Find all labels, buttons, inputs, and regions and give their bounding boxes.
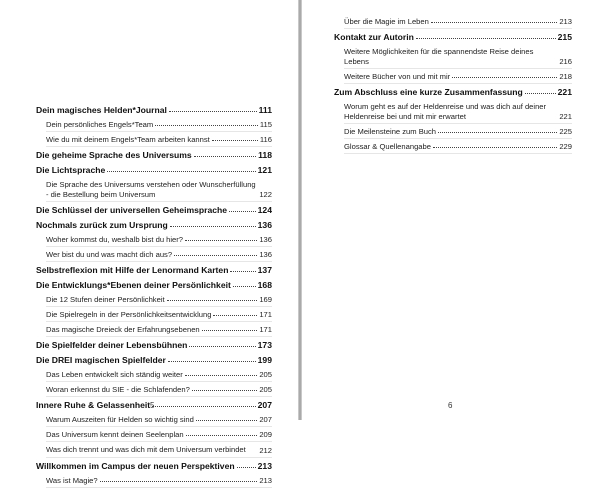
toc-entry-main[interactable] [36,102,272,117]
toc-left [36,102,272,488]
toc-entry-title: Innere Ruhe & Gelassenheit [36,400,151,410]
dot-leader [185,240,257,241]
toc-entry-title: Woher kommst du, weshalb bist du hier? [46,235,184,244]
toc-entry-title: Woran erkennst du SIE - die Schlafenden? [46,385,190,394]
toc-entry-main[interactable] [36,262,272,277]
dot-leader [433,147,557,148]
dot-leader [168,361,256,362]
toc-entry-sub[interactable] [46,292,272,307]
toc-entry-main[interactable] [36,162,272,177]
dot-leader [192,390,258,391]
toc-entry-page: 122 [259,190,272,199]
toc-entry-page: 136 [259,250,272,259]
toc-entry-main[interactable] [36,352,272,367]
dot-leader [100,481,258,482]
toc-entry-page: 171 [259,310,272,319]
dot-leader [431,22,557,23]
dot-leader [229,211,256,212]
toc-entry-title: Kontakt zur Autorin [334,32,414,42]
dot-leader [170,226,256,227]
toc-entry-page: 136 [257,220,272,230]
toc-entry-page: 229 [559,142,572,151]
toc-entry-page: 111 [258,105,272,115]
toc-entry-sub[interactable] [46,442,272,458]
toc-entry-sub[interactable] [46,307,272,322]
toc-entry-title: Die Spielfelder deiner Lebensbühnen [36,340,188,350]
toc-entry-sub[interactable] [46,232,272,247]
toc-entry-title: Die Spielregeln in der Persönlichkeitsentwicklung [46,310,212,319]
dot-leader [152,406,256,407]
toc-entry-title: Wer bist du und was macht dich aus? [46,250,173,259]
dot-leader [202,330,258,331]
toc-entry-main[interactable] [334,29,572,44]
dot-leader [416,38,556,39]
toc-entry-sub[interactable] [344,44,572,69]
toc-entry-title: Die Sprache des Universums verstehen oder Wunscherfüllung - die Bestellung beim Universum [46,180,256,199]
toc-entry-page: 221 [557,87,572,97]
toc-entry-page: 168 [257,280,272,290]
toc-entry-main[interactable] [334,84,572,99]
toc-entry-page: 171 [259,325,272,334]
toc-entry-title: Die Schlüssel der universellen Geheimsprache [36,205,228,215]
toc-entry-title: Warum Auszeiten für Helden so wichtig sind [46,415,194,424]
toc-entry-page: 225 [559,127,572,136]
toc-entry-page: 124 [257,205,272,215]
toc-entry-sub[interactable] [46,247,272,262]
toc-entry-page: 218 [559,72,572,81]
dot-leader [525,93,556,94]
toc-entry-page: 137 [257,265,272,275]
dot-leader [233,286,256,287]
toc-entry-sub[interactable] [46,427,272,442]
dot-leader [167,300,258,301]
dot-leader [230,271,255,272]
toc-entry-sub[interactable] [344,14,572,29]
dot-leader [438,132,557,133]
toc-entry-sub[interactable] [46,177,272,202]
toc-entry-sub[interactable] [344,124,572,139]
toc-entry-sub[interactable] [344,139,572,154]
toc-entry-main[interactable] [36,147,272,162]
toc-entry-main[interactable] [36,458,272,473]
toc-entry-page: 118 [258,150,272,160]
toc-entry-page: 199 [257,355,272,365]
toc-entry-sub[interactable] [46,367,272,382]
toc-entry-sub[interactable] [46,473,272,488]
toc-entry-title: Nochmals zurück zum Ursprung [36,220,168,230]
toc-entry-title: Was dich trennt und was dich mit dem Universum verbindet [46,445,246,454]
toc-entry-title: Das magische Dreieck der Erfahrungsebenen [46,325,200,334]
toc-entry-main[interactable] [36,277,272,292]
right-page [302,0,600,420]
toc-entry-page: 169 [259,295,272,304]
dot-leader [213,315,257,316]
toc-entry-title: Die geheime Sprache des Universums [36,150,192,160]
dot-leader [155,125,258,126]
toc-entry-main[interactable] [36,337,272,352]
toc-entry-title: Das Universum kennt deinen Seelenplan [46,430,184,439]
toc-entry-title: Weitere Bücher von und mit mir [344,72,451,81]
toc-entry-page: 136 [259,235,272,244]
toc-entry-title: Das Leben entwickelt sich ständig weiter [46,370,183,379]
toc-entry-main[interactable] [36,217,272,232]
toc-entry-page: 216 [559,57,572,66]
dot-leader [212,140,258,141]
toc-entry-page: 215 [557,32,572,42]
toc-entry-title: Die 12 Stufen deiner Persönlichkeit [46,295,165,304]
toc-entry-title: Selbstreflexion mit Hilfe der Lenormand Karten [36,265,229,275]
toc-entry-title: Weitere Möglichkeiten für die spannendste Reise deines Lebens [344,47,534,66]
toc-entry-page: 116 [259,135,272,144]
toc-entry-page: 221 [559,112,572,121]
toc-entry-page: 205 [259,385,272,394]
toc-entry-page: 213 [259,475,272,485]
toc-entry-page: 209 [259,430,272,439]
toc-entry-title: Zum Abschluss eine kurze Zusammenfassung [334,87,523,97]
toc-entry-page: 115 [259,120,272,129]
toc-entry-title: Die Meilensteine zum Buch [344,127,437,136]
left-page [0,0,298,485]
toc-entry-title: Dein persönliches Engels*Team [46,120,154,129]
dot-leader [196,420,257,421]
toc-right [334,14,572,154]
page-number: 5 [150,401,155,410]
toc-entry-sub[interactable] [46,382,272,397]
toc-entry-page: 213 [559,17,572,26]
page-number: 6 [448,401,453,410]
toc-entry-sub[interactable] [344,99,572,124]
dot-leader [185,375,258,376]
toc-entry-sub[interactable] [46,117,272,132]
dot-leader [169,111,257,112]
toc-entry-page: 207 [257,400,272,410]
toc-entry-title: Die Lichtsprache [36,165,106,175]
dot-leader [174,255,257,256]
toc-entry-title: Wie du mit deinem Engels*Team arbeiten kannst [46,135,210,144]
dot-leader [107,171,255,172]
toc-entry-title: Die Entwicklungs*Ebenen deiner Persönlichkeit [36,280,231,290]
toc-entry-page: 212 [259,445,272,455]
dot-leader [237,467,256,468]
toc-entry-title: Glossar & Quellenangabe [344,142,431,151]
toc-entry-title: Willkommen im Campus der neuen Perspektiven [36,460,235,471]
toc-entry-page: 121 [257,165,272,175]
dot-leader [186,435,258,436]
toc-entry-title: Die DREI magischen Spielfelder [36,355,166,365]
toc-entry-page: 205 [259,370,272,379]
toc-entry-sub[interactable] [344,69,572,84]
toc-entry-page: 173 [257,340,272,350]
toc-entry-title: Über die Magie im Leben [344,17,429,26]
toc-entry-title: Dein magisches Helden*Journal [36,105,167,115]
toc-entry-main[interactable] [36,202,272,217]
toc-entry-sub[interactable] [46,322,272,337]
toc-entry-sub[interactable] [46,132,272,147]
toc-entry-page: 213 [257,460,272,471]
dot-leader [189,346,255,347]
toc-entry-title: Was ist Magie? [46,475,98,485]
dot-leader [194,156,256,157]
toc-entry-title: Worum geht es auf der Heldenreise und was dich auf deiner Heldenreise bei und mit mir erwartet [344,102,547,121]
toc-entry-page: 207 [259,415,272,424]
dot-leader [452,77,557,78]
